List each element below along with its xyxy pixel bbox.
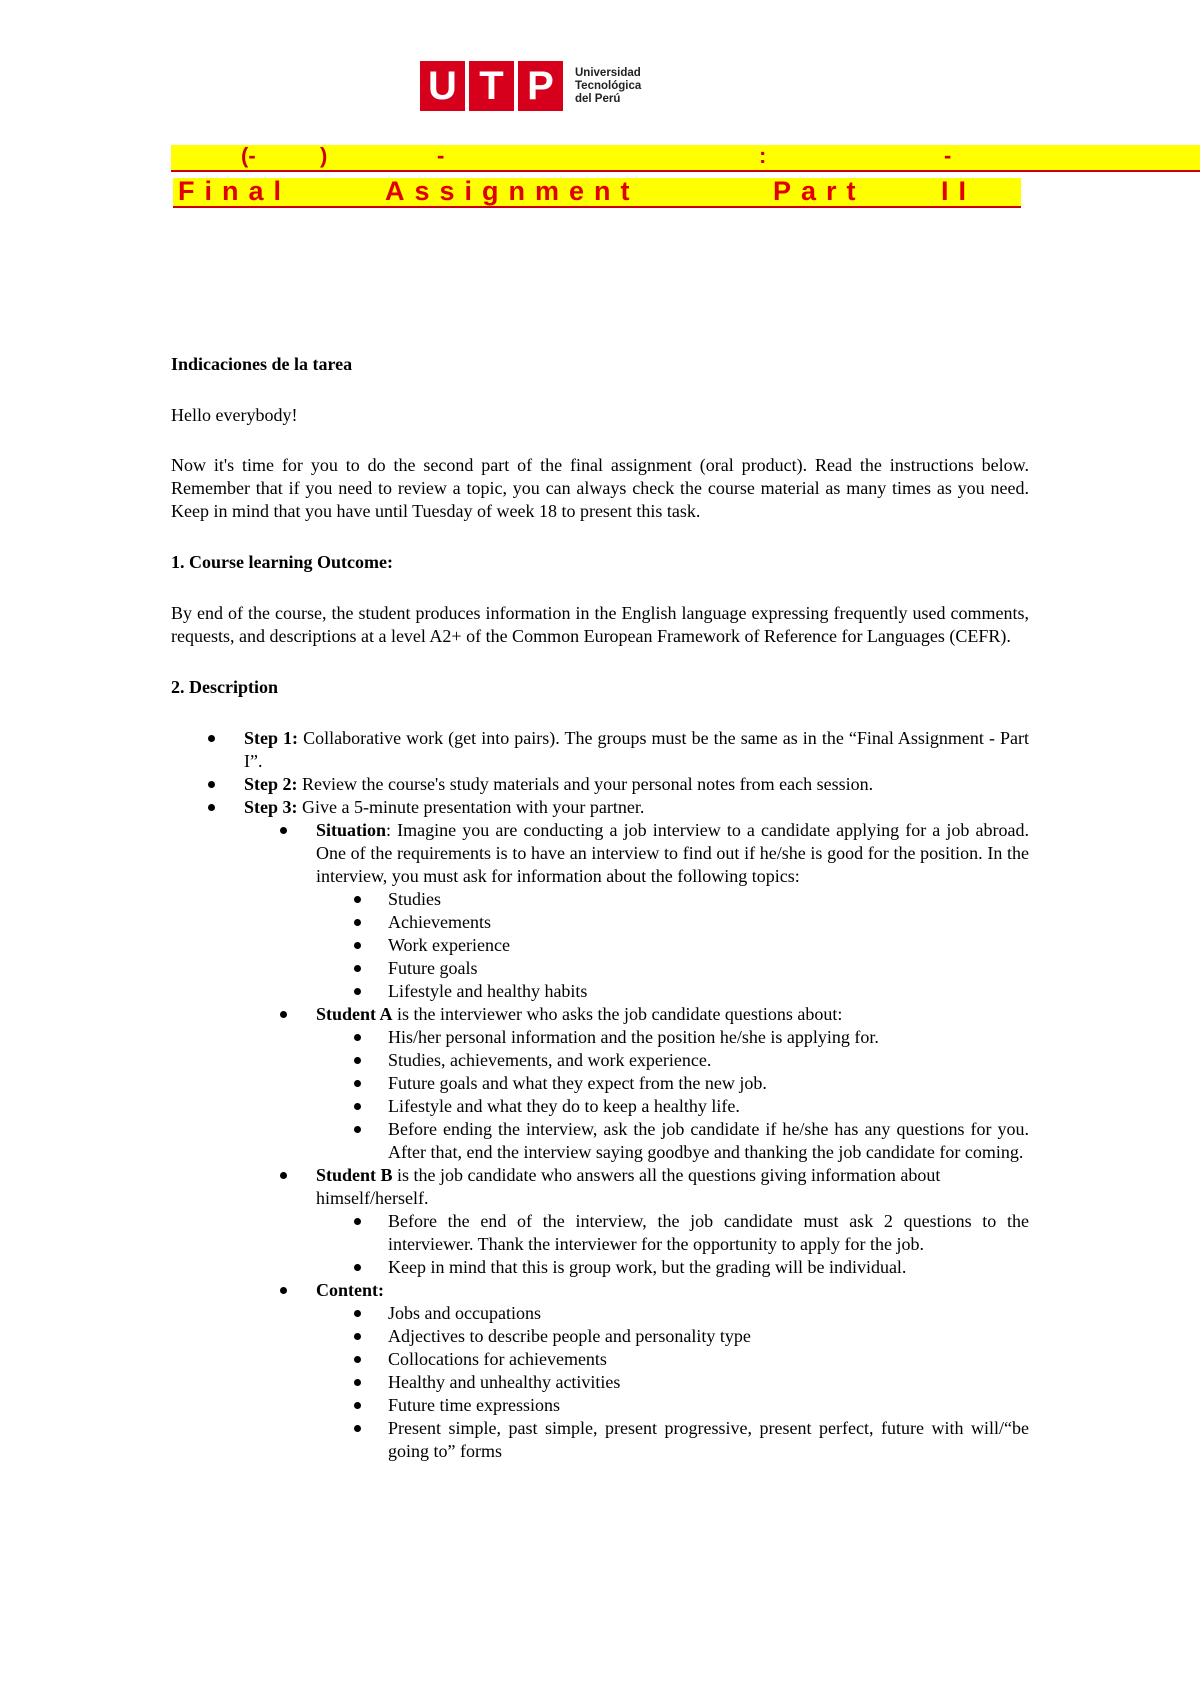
utp-logo: [420, 61, 641, 111]
list-item: Studies, achievements, and work experience.: [171, 1049, 1029, 1072]
band-mark: -: [437, 143, 445, 168]
title-word: Final: [178, 176, 292, 206]
outcome-heading: 1. Course learning Outcome:: [171, 552, 393, 572]
list-item: Adjectives to describe people and personality type: [171, 1325, 1029, 1348]
band-mark: (-: [241, 143, 256, 168]
list-item: Lifestyle and healthy habits: [171, 980, 1029, 1003]
list-item: Achievements: [171, 911, 1029, 934]
list-item: Student A is the interviewer who asks the job candidate questions about:: [171, 1003, 1029, 1026]
band-mark: :: [759, 143, 767, 168]
list-item: Collocations for achievements: [171, 1348, 1029, 1371]
logo-letter-p: P: [518, 61, 563, 111]
list-item: Work experience: [171, 934, 1029, 957]
intro-paragraph: Now it's time for you to do the second part of the final assignment (oral product). Read the instructions below. Remember that if you need to review a topic, you can always check the course material as many times as you need. Keep in mind that you have until Tuesday of week 18 to present this task.: [171, 455, 1029, 521]
list-item: Future time expressions: [171, 1394, 1029, 1417]
list-item: Keep in mind that this is group work, but the grading will be individual.: [171, 1256, 1029, 1279]
list-item: Jobs and occupations: [171, 1302, 1029, 1325]
document-body: [171, 353, 1029, 1463]
title-word: Assignment: [385, 176, 640, 206]
logo-university-name: Universidad Tecnológica del Perú: [575, 66, 642, 105]
band-mark: ): [320, 143, 328, 168]
title-word: Part: [773, 176, 866, 206]
logo-letter-t: T: [469, 61, 514, 111]
list-item: Present simple, past simple, present progressive, present perfect, future with will/“be going to” forms: [171, 1417, 1029, 1463]
list-item: Content:: [171, 1279, 1029, 1302]
list-item: Before ending the interview, ask the job candidate if he/she has any questions for you. After that, end the interview saying goodbye and thanking the job candidate for coming.: [171, 1118, 1029, 1164]
list-item: Healthy and unhealthy activities: [171, 1371, 1029, 1394]
list-item: Future goals and what they expect from the new job.: [171, 1072, 1029, 1095]
list-item: Situation: Imagine you are conducting a job interview to a candidate applying for a job abroad. One of the requirements is to have an interview to find out if he/she is good for the position. In the interview, you must ask for information about the following topics:: [171, 819, 1029, 888]
steps-list: [171, 727, 1029, 1463]
list-item: Step 3: Give a 5-minute presentation with your partner.: [171, 796, 1029, 819]
header-band-underline: [171, 170, 1200, 172]
list-item: Step 2: Review the course's study materials and your personal notes from each session.: [171, 773, 1029, 796]
outcome-paragraph: By end of the course, the student produces information in the English language expressing frequently used comments, requests, and descriptions at a level A2+ of the Common European Framework of Reference for Languages (CEFR).: [171, 603, 1029, 646]
list-item: His/her personal information and the position he/she is applying for.: [171, 1026, 1029, 1049]
list-item: Future goals: [171, 957, 1029, 980]
task-heading: Indicaciones de la tarea: [171, 354, 353, 374]
description-heading: 2. Description: [171, 677, 278, 697]
band-mark: -: [944, 143, 952, 168]
list-item: Studies: [171, 888, 1029, 911]
title-word: II: [941, 176, 977, 206]
list-item: Lifestyle and what they do to keep a healthy life.: [171, 1095, 1029, 1118]
logo-letter-u: U: [420, 61, 465, 111]
greeting: Hello everybody!: [171, 405, 298, 425]
list-item: Before the end of the interview, the job candidate must ask 2 questions to the interviewer. Thank the interviewer for the opportunity to apply for the job.: [171, 1210, 1029, 1256]
list-item: Student B is the job candidate who answers all the questions giving information about himself/herself.: [171, 1164, 1029, 1210]
list-item: Step 1: Collaborative work (get into pairs). The groups must be the same as in the “Final Assignment - Part I”.: [171, 727, 1029, 773]
